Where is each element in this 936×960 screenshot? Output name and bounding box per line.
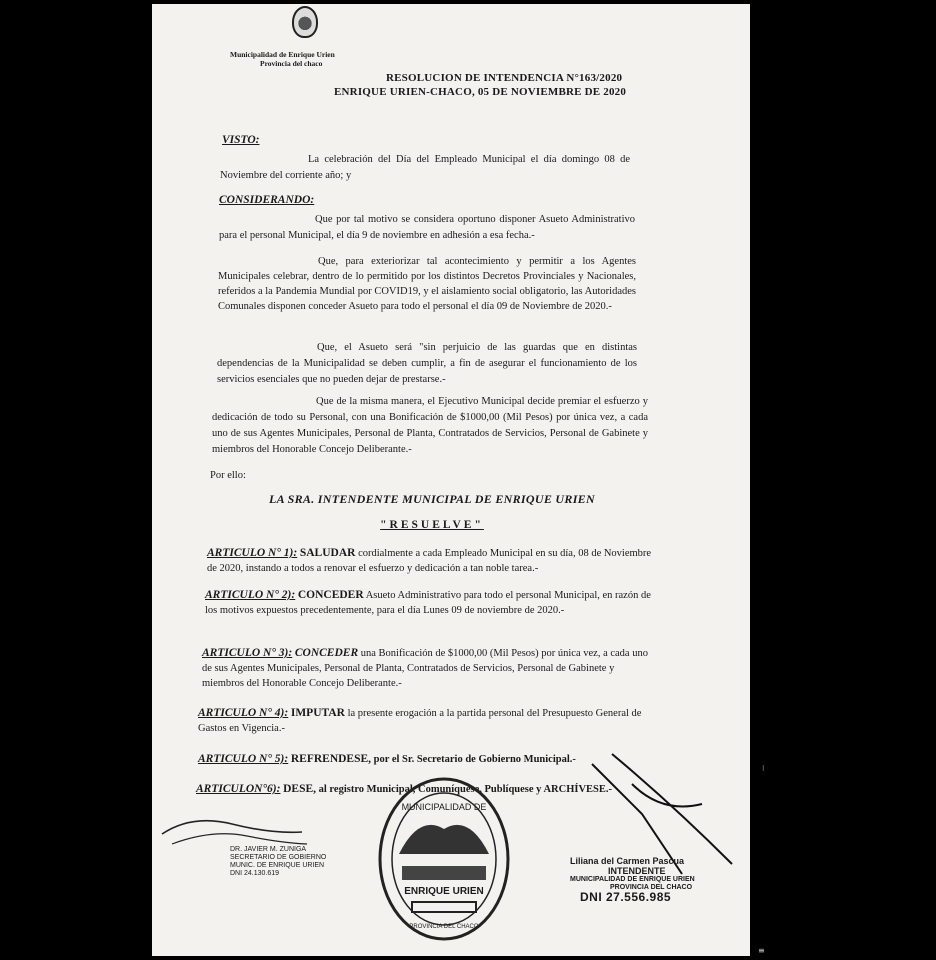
document-page: [152, 4, 750, 956]
visto-text: La celebración del Día del Empleado Municipal el día domingo 08 de Noviembre del corriente año; y: [220, 154, 630, 181]
letterhead: [230, 4, 380, 68]
considerando-paragraph: Que, para exteriorizar tal acontecimiento y permitir a los Agentes Municipales celebrar, dentro de lo permitido por los distintos Decretos Provinciales y Nacionales, referidos a la Pandemia Mundial por COVID19, y el aislamiento social obligatorio, las Autoridades Comunales disponen conceder Asueto para todo el personal el día 09 de Noviembre de 2020.-: [218, 256, 636, 312]
seal-bottom-text: PROVINCIA DEL CHACO: [409, 924, 479, 930]
seal-name: ENRIQUE URIEN: [404, 886, 484, 897]
article-3: ARTICULO N° 3): CONCEDER una Bonificación de $1000,00 (Mil Pesos) por única vez, a cada uno de sus Agentes Municipales, Personal de Planta, Contratados de Servicios, Personal de Gabinete y miembros del Honorable Concejo Deliberante.-: [202, 647, 648, 689]
seal-emblem-icon: [374, 774, 514, 944]
visto-heading: VISTO:: [222, 134, 260, 146]
secretary-signature-block: DR. JAVIER M. ZUNIGA SECRETARIO DE GOBIERNO MUNIC. DE ENRIQUE URIEN DNI 24.130.619: [230, 846, 327, 877]
seal-top-text: MUNICIPALIDAD DE: [401, 802, 487, 812]
authority-title: LA SRA. INTENDENTE MUNICIPAL DE ENRIQUE URIEN: [269, 492, 595, 506]
place-date: ENRIQUE URIEN-CHACO, 05 DE NOVIEMBRE DE 2020: [334, 86, 627, 98]
article-1: ARTICULO N° 1): SALUDAR cordialmente a cada Empleado Municipal en su día, 08 de Noviembre de 2020, instando a todos a renovar el esfuerzo y dedicación a tan noble tarea.-: [207, 547, 652, 574]
resolution-number: RESOLUCION DE INTENDENCIA N°163/2020: [386, 72, 623, 84]
considerando-paragraph: Que por tal motivo se considera oportuno disponer Asueto Administrativo para el personal Municipal, el día 9 de noviembre en adhesión a esa fecha.-: [219, 214, 635, 241]
edge-artifact-icon: ≡: [758, 946, 765, 955]
article-2: ARTICULO N° 2): CONCEDER Asueto Administrativo para todo el personal Municipal, en razón de los motivos expuestos precedentemente, para el día Lunes 09 de noviembre de 2020.-: [205, 589, 651, 616]
municipal-seal: [374, 774, 514, 944]
article-5: ARTICULO N° 5): REFRENDESE, por el Sr. Secretario de Gobierno Municipal.-: [198, 753, 576, 765]
intendente-signature-block: Liliana del Carmen Pascua INTENDENTE MUNICIPALIDAD DE ENRIQUE URIEN PROVINCIA DEL CHACO DNI 27.556.985: [570, 856, 695, 904]
considerando-paragraph: Que de la misma manera, el Ejecutivo Municipal decide premiar el esfuerzo y dedicación de todo su Personal, con una Bonificación de $1000,00 (Mil Pesos) por única vez, a cada uno de sus Agentes Municipales, Personal de Planta, Contratados de Servicios, Personal de Gabinete y miembros del Honorable Concejo Deliberante.-: [212, 396, 648, 455]
por-ello: Por ello:: [210, 470, 246, 481]
article-6: ARTICULON°6): DESE, al registro Municipal, Comuníquese, Publíquese y ARCHÍVESE.-: [196, 783, 612, 795]
municipality-name: Municipalidad de Enrique Urien Provincia del chaco: [230, 50, 335, 68]
resuelve-heading: "RESUELVE": [380, 519, 484, 531]
considerando-heading: CONSIDERANDO:: [219, 194, 315, 206]
edge-artifact-icon: ⁝: [762, 764, 765, 773]
article-4: ARTICULO N° 4): IMPUTAR la presente erogación a la partida personal del Presupuesto General de Gastos en Vigencia.-: [198, 707, 642, 734]
municipal-crest-icon: [292, 6, 318, 38]
considerando-paragraph: Que, el Asueto será "sin perjuicio de las guardas que en distintas dependencias de la Municipalidad se deben cumplir, a fin de asegurar el funcionamiento de los servicios esenciales que no pueden dejar de prestarse.-: [217, 342, 637, 385]
